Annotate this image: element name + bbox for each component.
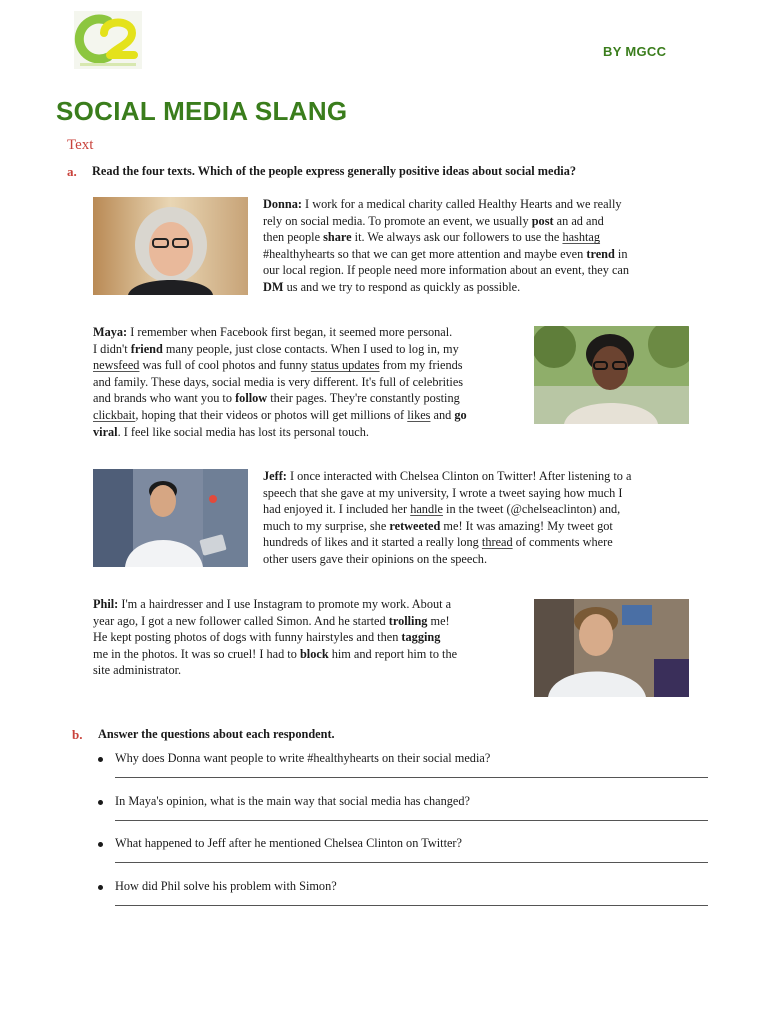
donna-text	[263, 196, 629, 296]
list-item	[98, 794, 710, 834]
text-run: much to my surprise, she	[263, 518, 390, 533]
text-run: rely on social media. To promote an event, we usually	[263, 213, 532, 228]
text-run: me! It was amazing! My tweet got	[440, 518, 613, 533]
text-run: then people	[263, 230, 324, 245]
text-line	[263, 485, 631, 502]
text-run: I once interacted with Chelsea Clinton on Twitter! After listening to a	[286, 469, 632, 483]
text-run: many people, just close contacts. When I used to log in, my	[162, 341, 459, 356]
question-b-text: Answer the questions about each respondent.	[98, 727, 335, 741]
text-line	[93, 629, 457, 646]
text-line	[263, 262, 629, 279]
text-run: I'm a hairdresser and I use Instagram to promote my work. About a	[118, 597, 452, 611]
list-item	[98, 836, 710, 876]
page-title: SOCIAL MEDIA SLANG	[56, 96, 348, 126]
text-run: me in the photos. It was so cruel! I had to	[93, 646, 300, 661]
text-run: and brands who want you to	[93, 391, 236, 406]
slang-term: status updates	[310, 358, 380, 373]
text-run: I didn't	[93, 341, 131, 356]
text-run: . I feel like social media has lost its personal touch.	[117, 424, 369, 439]
keyword: trolling	[388, 613, 428, 628]
text-line	[263, 213, 629, 230]
author-byline: BY MGCC	[603, 44, 667, 59]
text-run: He kept posting photos of dogs with funny hairstyles and then	[93, 630, 402, 645]
answer-line[interactable]	[115, 777, 708, 778]
text-run: other users gave their opinions on the speech.	[263, 551, 488, 566]
question-a-text: Read the four texts. Which of the people express generally positive ideas about social media?	[92, 164, 577, 178]
text-line	[263, 534, 631, 551]
text-line	[93, 407, 467, 424]
text-line	[93, 662, 457, 679]
text-run: site administrator.	[93, 663, 182, 678]
keyword: tagging	[401, 630, 441, 645]
keyword: retweeted	[389, 518, 441, 533]
slang-term: newsfeed	[93, 358, 140, 373]
jeff-photo	[93, 469, 248, 567]
text-run: I remember when Facebook first began, it seemed more personal.	[127, 325, 453, 339]
text-line	[93, 341, 467, 358]
text-line	[263, 229, 629, 246]
text-run: of comments where	[512, 535, 613, 550]
text-line	[93, 357, 467, 374]
slang-term: clickbait	[93, 407, 136, 422]
text-line	[93, 596, 457, 613]
text-run: him and report him to the	[328, 646, 458, 661]
text-line	[93, 424, 467, 441]
jeff-text	[263, 468, 631, 568]
text-run: an ad and	[553, 213, 604, 228]
text-run: hundreds of likes and it started a really long	[263, 535, 482, 550]
text-line	[263, 279, 629, 296]
text-run: and family. These days, social media is very different. It's full of celebrities	[93, 374, 464, 389]
answer-line[interactable]	[115, 862, 708, 863]
keyword: DM	[263, 279, 284, 294]
keyword: post	[531, 213, 554, 228]
keyword: friend	[130, 341, 163, 356]
text-run: it. We always ask our followers to use the	[351, 230, 563, 245]
text-line	[263, 501, 631, 518]
text-run: their pages. They're constantly posting	[267, 391, 460, 406]
phil-photo	[534, 599, 689, 697]
keyword: trend	[586, 246, 615, 261]
keyword: Maya:	[93, 325, 128, 339]
question-text: Why does Donna want people to write #healthyhearts on their social media?	[115, 751, 491, 765]
list-item	[98, 751, 710, 791]
text-line	[263, 246, 629, 263]
list-item	[98, 879, 710, 919]
text-line	[93, 324, 467, 341]
slang-term: thread	[481, 535, 513, 550]
maya-photo	[534, 326, 689, 424]
keyword: share	[323, 230, 352, 245]
answer-line[interactable]	[115, 820, 708, 821]
text-line	[93, 646, 457, 663]
keyword: Jeff:	[263, 469, 287, 483]
text-line	[93, 390, 467, 407]
question-text: How did Phil solve his problem with Simon?	[115, 879, 337, 893]
text-run: us and we try to respond as quickly as possible.	[283, 279, 521, 294]
text-line	[93, 613, 457, 630]
maya-text	[93, 324, 467, 440]
slang-term: handle	[410, 502, 443, 517]
text-line	[263, 551, 631, 568]
text-run: in the tweet (@chelseaclinton) and,	[442, 502, 621, 517]
question-text: What happened to Jeff after he mentioned Chelsea Clinton on Twitter?	[115, 836, 462, 850]
text-run: I work for a medical charity called Healthy Hearts and we really	[301, 197, 622, 211]
text-run: and	[430, 407, 455, 422]
question-text: In Maya's opinion, what is the main way that social media has changed?	[115, 794, 470, 808]
phil-text	[93, 596, 457, 679]
question-b-letter: b.	[72, 727, 83, 742]
bullet-icon	[98, 757, 103, 762]
text-run: in	[614, 246, 628, 261]
slang-term: hashtag	[562, 230, 601, 245]
keyword: Phil:	[93, 597, 119, 611]
text-run: , hoping that their videos or photos will get millions of	[135, 407, 408, 422]
text-run: was full of cool photos and funny	[139, 358, 311, 373]
c2-logo	[74, 11, 142, 69]
text-run: year ago, I got a new follower called Simon. And he started	[93, 613, 389, 628]
text-line	[263, 468, 631, 485]
donna-photo	[93, 197, 248, 295]
keyword: block	[299, 646, 329, 661]
text-run: our local region. If people need more information about an event, they can	[263, 263, 630, 278]
question-a-letter: a.	[67, 164, 77, 179]
bullet-icon	[98, 885, 103, 890]
text-line	[93, 374, 467, 391]
keyword: Donna:	[263, 197, 302, 211]
text-line	[263, 518, 631, 535]
bullet-icon	[98, 800, 103, 805]
bullet-icon	[98, 842, 103, 847]
text-run: speech that she gave at my university, I wrote a tweet saying how much I	[263, 485, 623, 500]
keyword: follow	[235, 391, 268, 406]
slang-term: likes	[407, 407, 431, 422]
text-run: #healthyhearts so that we can get more attention and maybe even	[263, 246, 587, 261]
keyword: go	[454, 407, 467, 422]
answer-line[interactable]	[115, 905, 708, 906]
text-line	[263, 196, 629, 213]
keyword: viral	[93, 424, 118, 439]
section-label: Text	[67, 137, 94, 153]
text-run: had enjoyed it. I included her	[263, 502, 411, 517]
text-run: me!	[427, 613, 450, 628]
text-run: from my friends	[379, 358, 463, 373]
